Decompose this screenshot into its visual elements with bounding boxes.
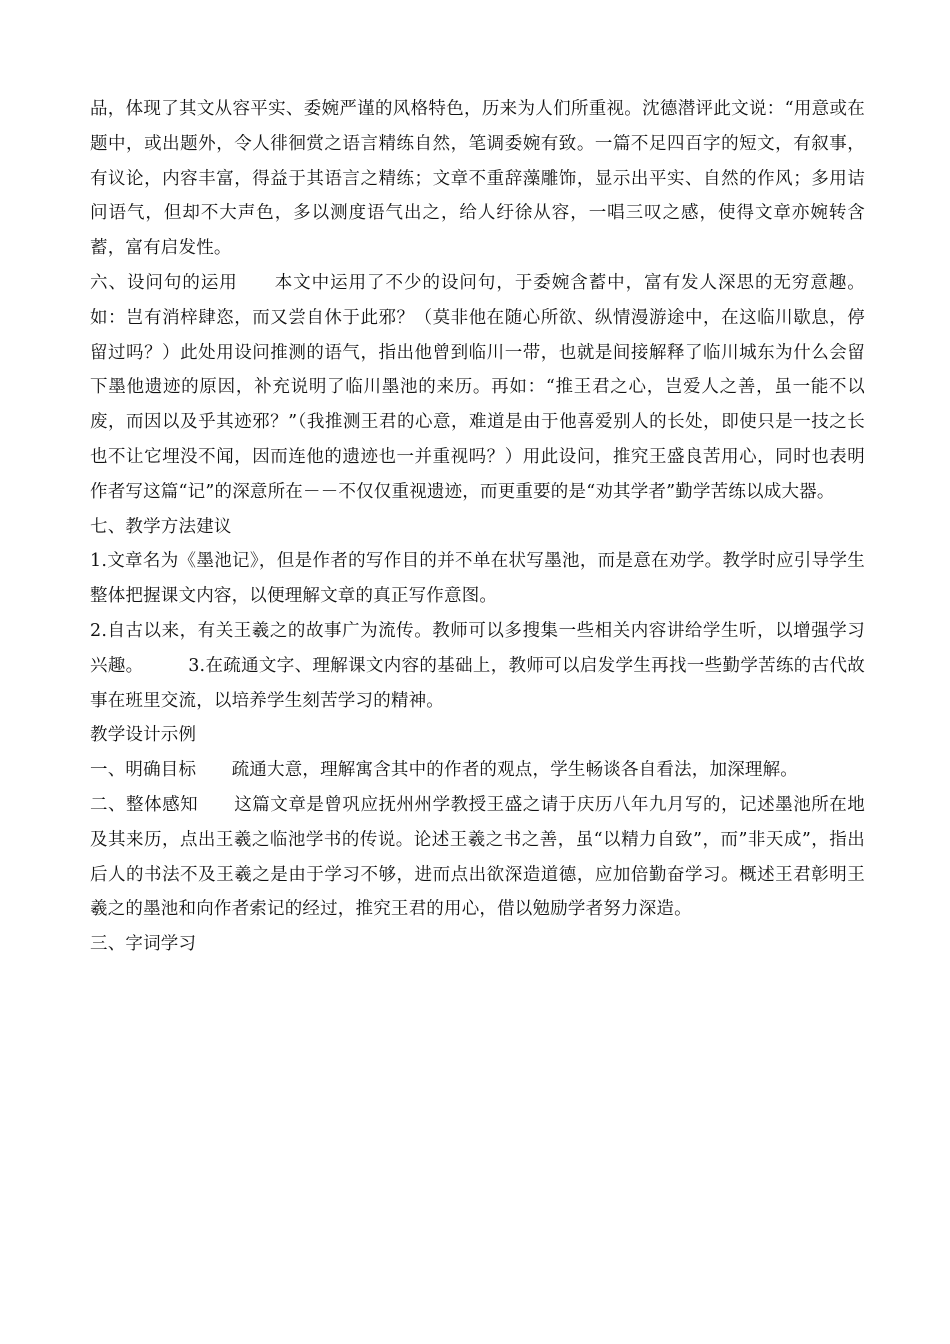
paragraph-method-1: 1.文章名为《墨池记》，但是作者的写作目的并不单在状写墨池，而是意在劝学。教学时应引导学生整体把握课文内容，以便理解文章的真正写作意图。 [90, 551, 865, 607]
paragraph-rhetorical-questions: 六、设问句的运用 本文中运用了不少的设问句，于委婉含蓄中，富有发人深思的无穷意趣。如：岂有消梓肆恣，而又尝自休于此邪？（莫非他在随心所欲、纵情漫游途中，在这临川歇息，停留过吗？）此处用设问推测的语气，指出他曾到临川一带，也就是间接解释了临川城东为什么会留下墨他遗迹的原因，补充说明了临川墨池的来历。再如：“推王君之心，岂爱人之善，虽一能不以废，而因以及乎其迹邪？”（我推测王君的心意，难道是由于他喜爱别人的长处，即使只是一技之长也不让它埋没不闻，因而连他的遗迹也一并重视吗？）用此设问，推究王盛良苦用心，同时也表明作者写这篇“记”的深意所在－－不仅仅重视遗迹，而更重要的是“劝其学者”勤学苦练以成大器。 [90, 272, 865, 502]
paragraph-overall-perception: 二、整体感知 这篇文章是曾巩应抚州州学教授王盛之请于庆历八年九月写的，记述墨池所在地及其来历，点出王羲之临池学书的传说。论述王羲之书之善，虽“以精力自致”，而”非天成”，指出后人的书法不及王羲之是由于学习不够，进而点出欲深造道德，应加倍勤奋学习。概述王君彰明王羲之的墨池和向作者索记的经过，推究王君的用心，借以勉励学者努力深造。 [90, 794, 865, 920]
paragraph-writing-style: 品，体现了其文从容平实、委婉严谨的风格特色，历来为人们所重视。沈德潜评此文说：“用意或在题中，或出题外，令人徘徊赏之语言精练自然，笔调委婉有致。一篇不足四百字的短文，有叙事，有议论，内容丰富，得益于其语言之精练；文章不重辞藻雕饰，显示出平实、自然的作风；多用诘问语气，但却不大声色，多以测度语气出之，给人纡徐从容，一唱三叹之感，使得文章亦婉转含蓄，富有启发性。 [90, 99, 865, 259]
heading-vocabulary: 三、字词学习 [90, 934, 197, 955]
document-page [90, 92, 865, 962]
paragraph-method-2-3: 2.自古以来，有关王羲之的故事广为流传。教师可以多搜集一些相关内容讲给学生听，以增强学习兴趣。 3.在疏通文字、理解课文内容的基础上，教师可以启发学生再找一些勤学苦练的古代故事在班里交流，以培养学生刻苦学习的精神。 [90, 620, 865, 711]
heading-design-example: 教学设计示例 [90, 725, 197, 746]
paragraph-goals: 一、明确目标 疏通大意，理解寓含其中的作者的观点，学生畅谈各自看法，加深理解。 [90, 760, 798, 781]
heading-teaching-methods: 七、教学方法建议 [90, 516, 232, 537]
